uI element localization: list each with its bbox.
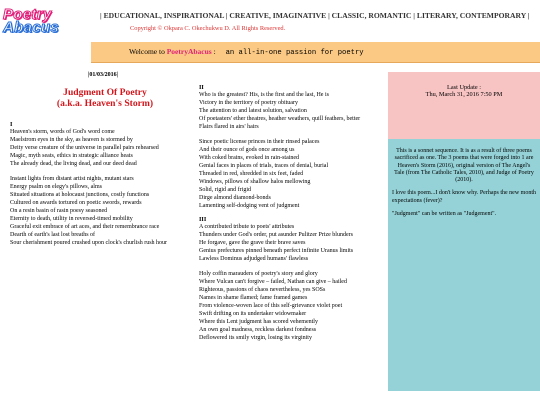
poem-line: And their ounce of gods once among us (199, 147, 295, 153)
poem-column-right (199, 84, 387, 342)
poem-line: Graceful exit embrace of art aces, and their remembrance race (10, 224, 160, 230)
poem-stanza-3a (199, 223, 387, 263)
last-update-label: Last Update : (447, 84, 481, 91)
poem-line: The attention to and latest solution, salvation (199, 108, 307, 114)
poem-title (10, 87, 200, 109)
poem-line: Sour cherishment poured crushed upon clock's churlish rush hour (10, 240, 168, 246)
poem-line: Who is the greatest? His, is the first and the last, He is (199, 92, 329, 98)
poem-line: With coked brains, evoked in rain-stained (199, 155, 300, 161)
poem-stanza-2b (199, 138, 387, 210)
poem-line: Deity verse creature of the universe in parallel pairs rehearsed (10, 145, 159, 151)
last-update-panel (388, 72, 540, 139)
poem-date: |01/03/2016| (88, 72, 118, 78)
poem-line: He forgave, gave the grave their brave saves (199, 240, 306, 246)
section-number-3: III (199, 216, 207, 223)
poem-line: Lamenting self-dodging vent of judgment (199, 203, 300, 209)
welcome-bar (91, 42, 540, 63)
section-number-2: II (199, 84, 204, 91)
poem-line: Since poetic license princes in their rinsed palaces (199, 139, 320, 145)
poem-line: A contributed tribute to poets' attributes (199, 224, 295, 230)
poem-notes-panel (388, 139, 540, 391)
poem-line: Holy coffin marauders of poetry's story and glory (199, 271, 318, 277)
poem-title-line-2: (a.k.a. Heaven's Storm) (56, 98, 154, 109)
poem-line: Energy psalm on elegy's pillows, alms (10, 184, 102, 190)
note-personal: I love this poem...I don't know why. Perhaps the new month expectations (fever)? (392, 190, 537, 204)
poem-line: Where this Lent judgment has scored vehemently (199, 319, 318, 325)
poem-stanza-2a (199, 91, 387, 131)
poem-stanza-3b (199, 270, 387, 342)
poem-line: Magic, myth seats, ethics in strategic alliance heats (10, 153, 133, 159)
poem-line: Solid, rigid and frigid (199, 187, 251, 193)
poem-line: An own goal madness, reckless darkest fondness (199, 327, 317, 333)
last-update-value: Thu, March 31, 2016 7:50 PM (425, 91, 503, 98)
poem-line: The already dead, the living dead, and our deed dead (10, 161, 137, 167)
poem-line: Heaven's storm, words of God's word come (10, 129, 115, 135)
category-nav[interactable]: | EDUCATIONAL, INSPIRATIONAL | CREATIVE, IMAGINATIVE | CLASSIC, ROMANTIC | LITERARY, CONTEMPORARY | (100, 11, 530, 20)
poem-stanza-1a (10, 128, 200, 168)
welcome-suffix: : (211, 47, 218, 56)
poem-column-left (10, 84, 200, 247)
poem-line: Instant lights from distant artist nights, mutant stars (10, 176, 134, 182)
poem-line: Genius prefectures pinned beneath perfect infinite Uranus limits (199, 248, 354, 254)
logo-line-1: Poetry (3, 6, 52, 23)
poem-line: Righteous, passions of chaos nevertheless, yes SOSs (199, 287, 326, 293)
copyright-notice: Copyright © Okpara C. Okechukwu D. All Rights Reserved. (130, 25, 286, 32)
poem-line: Dearth of earth's last lost breaths of (10, 232, 96, 238)
poem-line: On a resin basin of rasin poesy seasoned (10, 208, 108, 214)
poem-line: Situated situations at holocaust junctions, costly functions (10, 192, 150, 198)
welcome-prefix: Welcome to (129, 47, 167, 56)
poem-line: Eternity to death, utility in reversed-timed mobility (10, 216, 133, 222)
poem-line: Swift drifting on its undertaker widowmaker (199, 311, 307, 317)
poem-line: Names in shame flamed; fame framed games (199, 295, 308, 301)
poem-line: Flairs flared in airs' hairs (199, 124, 259, 130)
poem-line: Genial faces in places of trials, traces of denial, burial (199, 163, 329, 169)
poem-line: Of poetasters' ether theatres, heather weathers, quill feathers, better (199, 116, 361, 122)
poem-line: Dirge almond diamond-bonds (199, 195, 271, 201)
poem-line: Threaded in red, shredded in six feet, faded (199, 171, 304, 177)
note-spelling: "Judgment" can be written as "Judgement". (392, 211, 497, 218)
poem-line: Windows, pillows of shallow halos mellowing (199, 179, 311, 185)
welcome-tagline: an all-in-one passion for poetry (225, 49, 364, 57)
logo-line-2: Abacus (3, 19, 59, 36)
section-number-1: I (10, 121, 13, 128)
poem-line: Maelstrom eyes in the sky, as heaven is stormed by (10, 137, 133, 143)
poem-line: Where Vulcan can't forgive – failed, Nathan can give – hailed (199, 279, 347, 285)
poem-stanza-1b (10, 175, 200, 247)
poem-title-line-1: Judgment Of Poetry (63, 87, 147, 98)
site-logo[interactable] (3, 8, 85, 36)
poem-line: Thunders under God's order, put asunder Pulitzer Prize blunders (199, 232, 353, 238)
poem-line: From violence-woven lace of this self-grievance violet poet (199, 303, 343, 309)
poem-line: Deflowered its smily virgin, losing its virginity (199, 335, 312, 341)
poem-line: Victory in the territory of poetry obituary (199, 100, 298, 106)
poem-line: Lawless Dominus adjudged humans' flawless (199, 256, 309, 262)
poem-line: Cultured on awards tortured on poetic swords, rewards (10, 200, 142, 206)
note-sonnet-sequence: This is a sonnet sequence. It is as a result of three poems sacrificed as one. The 3 poems that were forged into 1 are Heaven's Storm (2016), original version of The Angel's Tale (from The Catholic Tales, 2010), and Judge of Poetry (2010). (394, 148, 534, 184)
welcome-brand[interactable]: PoetryAbacus (166, 47, 212, 56)
